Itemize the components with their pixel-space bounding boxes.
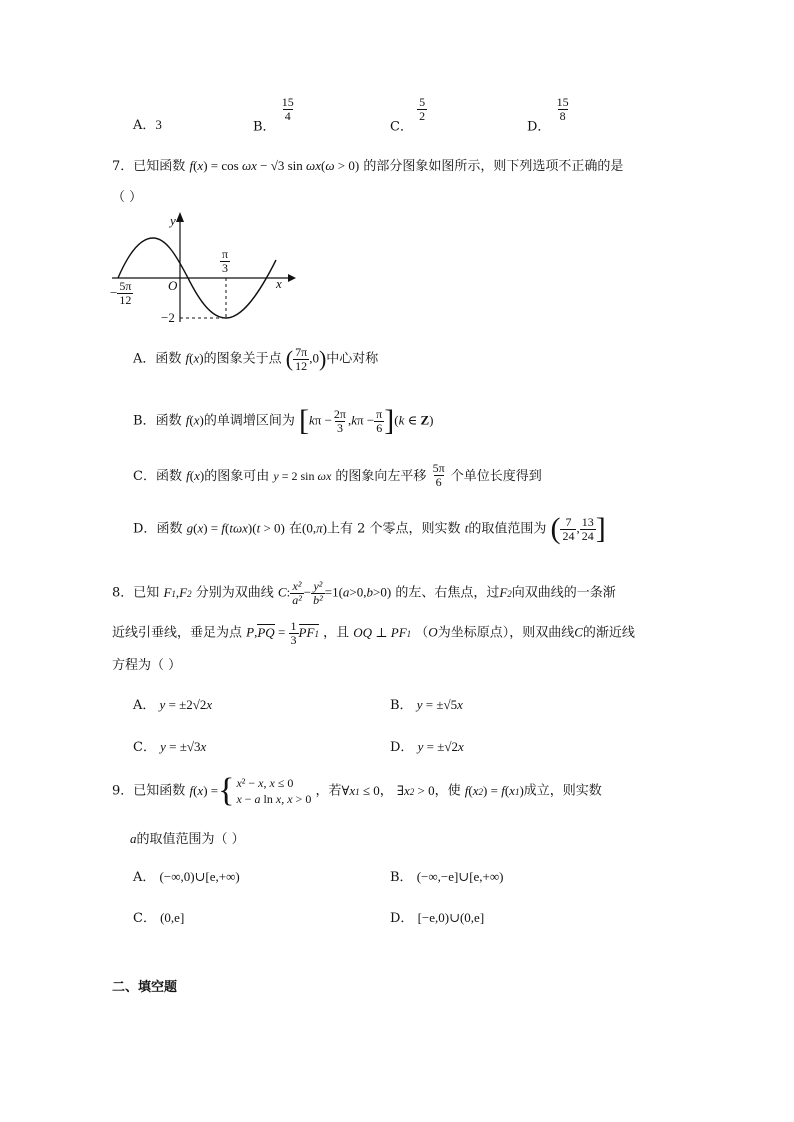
section-heading: 二、填空题: [112, 980, 178, 995]
formula: f(x): [185, 350, 204, 366]
q9-option-d: D． [−e,0)∪(0,e]: [390, 910, 485, 926]
y-arrow-icon: [176, 212, 184, 222]
q9-stem-line2: a的取值范围为（ ）: [130, 831, 245, 847]
q8-option-b: B． y = ±√5x: [390, 697, 463, 713]
q6-option-a: [133, 114, 162, 133]
formula: f(x): [185, 412, 204, 428]
q8-option-a: A． y = ±2√2x: [133, 697, 213, 713]
fraction: $\frac{5}{2}$: [419, 95, 426, 123]
q6-option-d: [527, 96, 571, 135]
q9-option-a: A． (−∞,0)∪[e,+∞): [133, 869, 240, 885]
q7-option-a: A．函数 f(x)的图象关于点 ( $\frac{7\pi}{12}$ ,0)中心对称: [133, 345, 379, 373]
option-label: D．: [527, 119, 551, 135]
q7-option-b: B．函数 f(x)的单调增区间为 [kπ − $\frac{2\pi}{3}$ ,kπ − $\frac{\pi}{6}$ ](k ∈ Z): [133, 404, 434, 437]
option-label: B．: [253, 119, 276, 135]
min-value-label: −2: [161, 310, 175, 325]
pi-over-3-label: $\frac{\pi}{3}$: [222, 247, 229, 275]
q8-stem-line2: 近线引垂线，垂足为点 P,PQ = $\frac{1}{3}$ PF1 ，且 OQ ⊥ PF1 （O为坐标原点），则双曲线C的渐近线: [112, 619, 635, 647]
neg-5pi-12-label: − $\frac{5\pi}{12}$: [110, 279, 132, 307]
formula: f(x) = cos ωx − √3 sin ωx(ω > 0): [189, 158, 360, 173]
q8-stem-line1: 8．已知 F1,F2 分别为双曲线 C: $\frac{\text{x²}}{\text{a²}}$ − $\frac{\text{y²}}{\text{b²}}$ =1(a>0,b>0) 的左、右焦点，过F2向双曲线的一条渐: [112, 579, 616, 607]
q8-option-c: C． y = ±√3x: [133, 739, 207, 755]
q8-stem-line3: 方程为（ ）: [112, 658, 182, 673]
piecewise-function: f(x) = { x² − x, x ≤ 0 x − a ln x, x > 0: [189, 772, 312, 809]
q9-stem-line1: 9．已知函数 f(x) = { x² − x, x ≤ 0 x − a ln x, x > 0 ，若∀x1 ≤ 0， ∃x2 > 0，使 f(x2) = f(x1)成立，则实数: [112, 772, 602, 809]
q7-graph: [108, 210, 298, 330]
q6-option-c: [390, 96, 427, 135]
formula: f(x): [186, 468, 205, 483]
q8-option-d: D． y = ±√2x: [390, 739, 464, 755]
answer-paren: （ ）: [112, 190, 143, 205]
option-value: 3: [155, 117, 162, 132]
q9-option-c: C． (0,e]: [133, 910, 185, 926]
option-label: A．: [133, 118, 156, 133]
formula: g(x) = f(tωx)(t > 0): [186, 520, 285, 536]
fraction: $\frac{15}{4}$: [281, 95, 294, 123]
q7-stem: 7．已知函数 f(x) = cos ωx − √3 sin ωx(ω > 0) 的部分图象如图所示，则下列选项不正确的是: [112, 158, 624, 174]
q7-option-c: C．函数 f(x)的图象可由 y = 2 sin ωx 的图象向左平移 $\frac{5\pi}{6}$ 个单位长度得到: [133, 461, 542, 489]
y-axis-label: y: [170, 213, 176, 228]
x-arrow-icon: [288, 274, 296, 282]
q7-option-d: D．函数 g(x) = f(tωx)(t > 0) 在(0,π)上有 2 个零点，则实数 t的取值范围为 ( $\frac{7}{24}$ , $\frac{13}{24}$ ]: [133, 512, 606, 545]
option-label: C．: [390, 119, 413, 135]
q9-option-b: B． (−∞,−e]∪[e,+∞): [390, 869, 504, 885]
fraction: $\frac{15}{8}$: [556, 95, 569, 123]
q6-option-b: [253, 96, 296, 135]
origin-label: O: [168, 278, 178, 293]
x-axis-label: x: [276, 276, 282, 291]
